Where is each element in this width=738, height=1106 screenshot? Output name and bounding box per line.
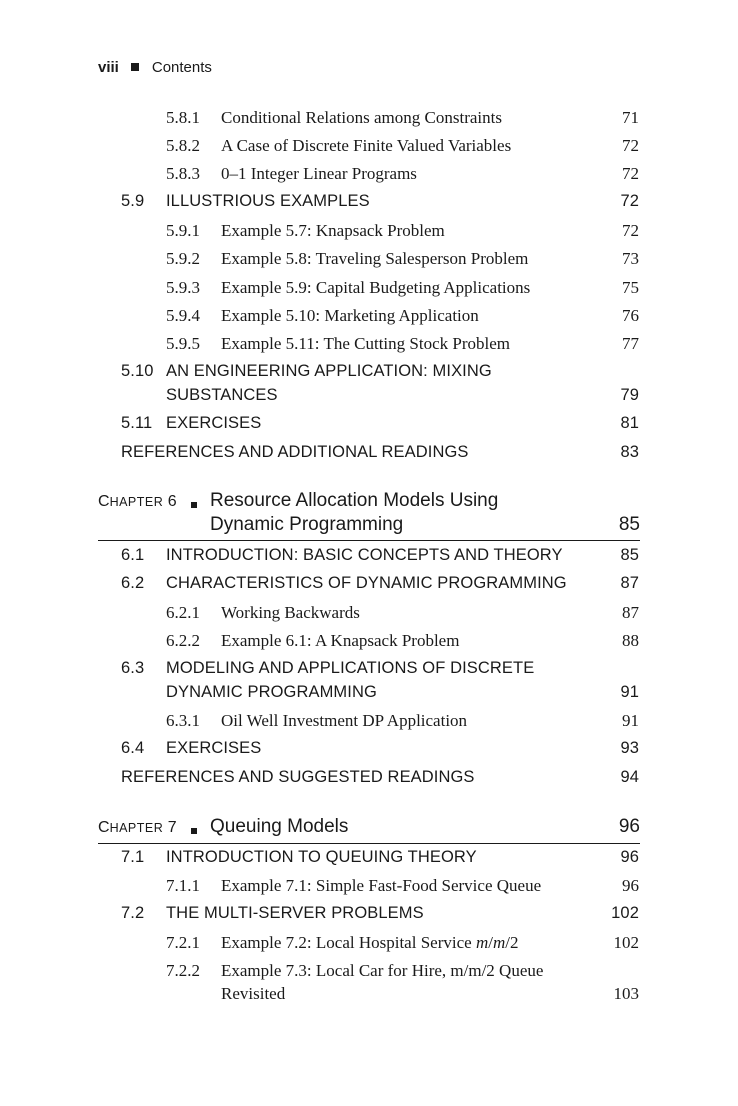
entry-number: 5.9.4	[166, 306, 200, 325]
entry-title: Example 5.8: Traveling Salesperson Problem	[221, 249, 529, 268]
entry-page: 79	[620, 386, 639, 404]
entry-title: AN ENGINEERING APPLICATION: MIXING	[166, 362, 492, 380]
entry-number: 5.11	[121, 414, 153, 432]
entry-page: 72	[622, 221, 639, 240]
entry-title: Working Backwards	[221, 603, 360, 622]
chapter-title: Queuing Models	[210, 816, 349, 837]
entry-page: 77	[622, 334, 639, 353]
entry-page: 96	[622, 876, 639, 895]
entry-title: REFERENCES AND SUGGESTED READINGS	[121, 768, 475, 786]
entry-page: 72	[620, 192, 639, 210]
entry-title-continued: Revisited	[221, 984, 286, 1003]
entry-title: 0–1 Integer Linear Programs	[221, 164, 417, 183]
entry-number: 7.2.1	[166, 933, 200, 952]
entry-page: 96	[620, 848, 639, 866]
running-header-title: Contents	[151, 58, 212, 76]
entry-number: 5.9.2	[166, 249, 200, 268]
chapter-label: CHAPTER 6	[98, 493, 177, 510]
chapter-title: Resource Allocation Models Using	[210, 490, 499, 511]
entry-title: MODELING AND APPLICATIONS OF DISCRETE	[166, 659, 535, 677]
entry-title: REFERENCES AND ADDITIONAL READINGS	[121, 443, 469, 461]
entry-number: 6.3	[121, 659, 145, 677]
entry-number: 7.2.2	[166, 961, 200, 980]
entry-page: 102	[611, 904, 639, 922]
entry-title: EXERCISES	[166, 739, 262, 757]
entry-page: 72	[622, 136, 639, 155]
entry-title: Example 7.2: Local Hospital Service m/m/2	[221, 933, 519, 952]
entry-number: 5.8.2	[166, 136, 200, 155]
entry-number: 5.9.3	[166, 278, 200, 297]
entry-title: INTRODUCTION: BASIC CONCEPTS AND THEORY	[166, 546, 563, 564]
chapter-bullet-icon	[191, 828, 197, 834]
entry-title: CHARACTERISTICS OF DYNAMIC PROGRAMMING	[166, 574, 567, 592]
entry-number: 6.4	[121, 739, 145, 757]
entry-page: 83	[620, 443, 639, 461]
running-header	[98, 56, 212, 78]
entry-title-continued: DYNAMIC PROGRAMMING	[166, 683, 377, 701]
entry-title: Conditional Relations among Constraints	[221, 108, 502, 127]
chapter-label: CHAPTER 7	[98, 819, 177, 836]
square-bullet-icon	[131, 63, 139, 71]
chapter-heading[interactable]	[98, 816, 640, 844]
entry-title: INTRODUCTION TO QUEUING THEORY	[166, 848, 477, 866]
entry-page: 91	[620, 683, 639, 701]
entry-page: 88	[622, 631, 639, 650]
entry-title: Example 5.11: The Cutting Stock Problem	[221, 334, 510, 353]
entry-title-continued: SUBSTANCES	[166, 386, 278, 404]
entry-page: 76	[622, 306, 639, 325]
entry-page: 72	[622, 164, 639, 183]
entry-page: 73	[622, 249, 639, 268]
chapter-title-continued: Dynamic Programming	[210, 514, 404, 535]
entry-page: 85	[620, 546, 639, 564]
entry-title: Example 7.1: Simple Fast-Food Service Queue	[221, 876, 542, 895]
entry-title: EXERCISES	[166, 414, 262, 432]
entry-number: 6.3.1	[166, 711, 200, 730]
entry-number: 7.1	[121, 848, 145, 866]
entry-title: Example 5.9: Capital Budgeting Applications	[221, 278, 531, 297]
entry-number: 5.8.3	[166, 164, 200, 183]
entry-number: 5.9.1	[166, 221, 200, 240]
entry-title: ILLUSTRIOUS EXAMPLES	[166, 192, 370, 210]
entry-number: 5.9.5	[166, 334, 200, 353]
chapter-page: 85	[618, 514, 640, 535]
entry-page: 75	[622, 278, 639, 297]
entry-number: 5.9	[121, 192, 145, 210]
entry-page: 87	[620, 574, 639, 592]
entry-page: 102	[613, 933, 639, 952]
entry-title: THE MULTI-SERVER PROBLEMS	[166, 904, 424, 922]
chapter-bullet-icon	[191, 502, 197, 508]
entry-number: 5.10	[121, 362, 154, 380]
entry-title: A Case of Discrete Finite Valued Variables	[221, 136, 512, 155]
entry-number: 6.2.2	[166, 631, 200, 650]
entry-page: 87	[622, 603, 639, 622]
entry-page: 94	[620, 768, 639, 786]
chapter-heading[interactable]	[98, 490, 640, 541]
entry-title: Example 5.7: Knapsack Problem	[221, 221, 445, 240]
entry-number: 6.1	[121, 546, 145, 564]
page-number: viii	[98, 58, 119, 76]
entry-page: 81	[620, 414, 639, 432]
entry-title: Example 7.3: Local Car for Hire, m/m/2 Queue	[221, 961, 544, 980]
entry-page: 93	[620, 739, 639, 757]
entry-title: Oil Well Investment DP Application	[221, 711, 468, 730]
entry-number: 7.2	[121, 904, 145, 922]
entry-page: 91	[622, 711, 639, 730]
entry-title: Example 5.10: Marketing Application	[221, 306, 479, 325]
entry-number: 6.2	[121, 574, 145, 592]
entry-number: 7.1.1	[166, 876, 200, 895]
entry-number: 5.8.1	[166, 108, 200, 127]
entry-title: Example 6.1: A Knapsack Problem	[221, 631, 460, 650]
entry-number: 6.2.1	[166, 603, 200, 622]
chapter-page: 96	[618, 816, 640, 837]
entry-page: 103	[613, 984, 639, 1003]
entry-page: 71	[622, 108, 639, 127]
